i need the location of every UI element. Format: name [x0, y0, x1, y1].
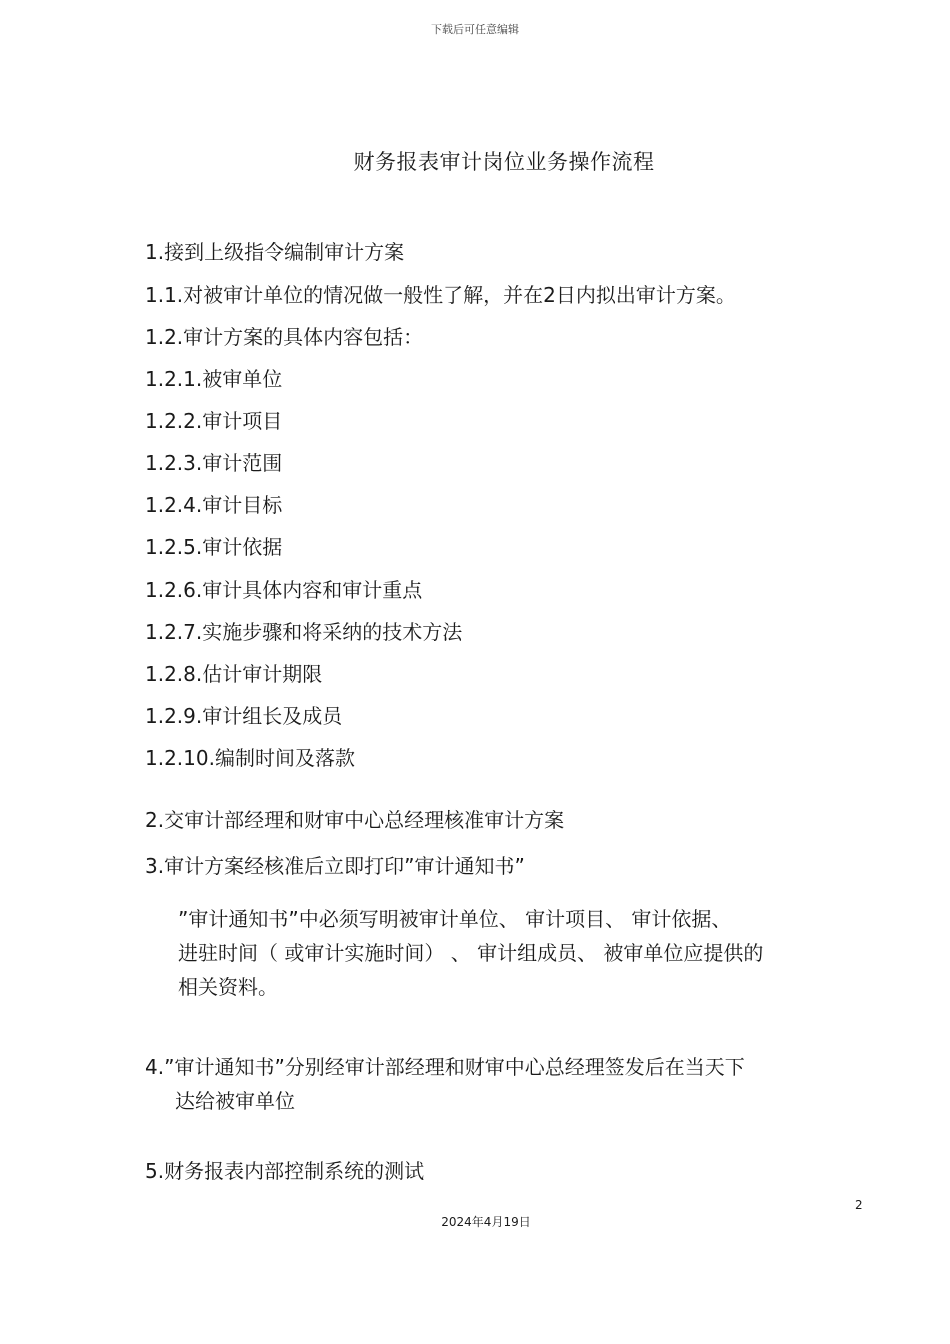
- header-note: 下载后可任意编辑: [431, 23, 519, 36]
- list-item: 1.2.6.审计具体内容和审计重点: [145, 578, 423, 602]
- list-item: 1.2.8.估计审计期限: [145, 662, 323, 686]
- list-item: 1.2.7.实施步骤和将采纳的技术方法: [145, 620, 463, 644]
- list-item: 2.交审计部经理和财审中心总经理核准审计方案: [145, 808, 565, 832]
- list-item: 1.2.5.审计依据: [145, 535, 283, 559]
- list-item: 1.2.2.审计项目: [145, 409, 283, 433]
- page-number: 2: [855, 1198, 863, 1212]
- paragraph-line: 达给被审单位: [175, 1089, 295, 1113]
- list-item: 1.2.4.审计目标: [145, 493, 283, 517]
- list-item: 1.1.对被审计单位的情况做一般性了解，并在2日内拟出审计方案。: [145, 283, 736, 307]
- paragraph-line: ”审计通知书”中必须写明被审计单位、 审计项目、 审计依据、: [178, 907, 732, 931]
- paragraph-line: 相关资料。: [178, 975, 278, 999]
- list-item: 1.2.审计方案的具体内容包括：: [145, 325, 424, 349]
- paragraph-line: 进驻时间（ 或审计实施时间） 、 审计组成员、 被审单位应提供的: [178, 941, 764, 965]
- footer-date: 2024年4月19日: [441, 1215, 531, 1229]
- list-item: 5.财务报表内部控制系统的测试: [145, 1159, 425, 1183]
- paragraph-line: 4.”审计通知书”分别经审计部经理和财审中心总经理签发后在当天下: [145, 1055, 745, 1079]
- list-item: 1.2.9.审计组长及成员: [145, 704, 343, 728]
- item-4: [145, 1050, 745, 1118]
- notice-paragraph: [178, 902, 763, 1004]
- list-item: 1.2.1.被审单位: [145, 367, 283, 391]
- list-item: 1.2.3.审计范围: [145, 451, 283, 475]
- list-item: 3.审计方案经核准后立即打印”审计通知书”: [145, 854, 525, 878]
- list-item: 1.2.10.编制时间及落款: [145, 746, 355, 770]
- list-item: 1.接到上级指令编制审计方案: [145, 240, 405, 264]
- document-title: 财务报表审计岗位业务操作流程: [353, 150, 655, 174]
